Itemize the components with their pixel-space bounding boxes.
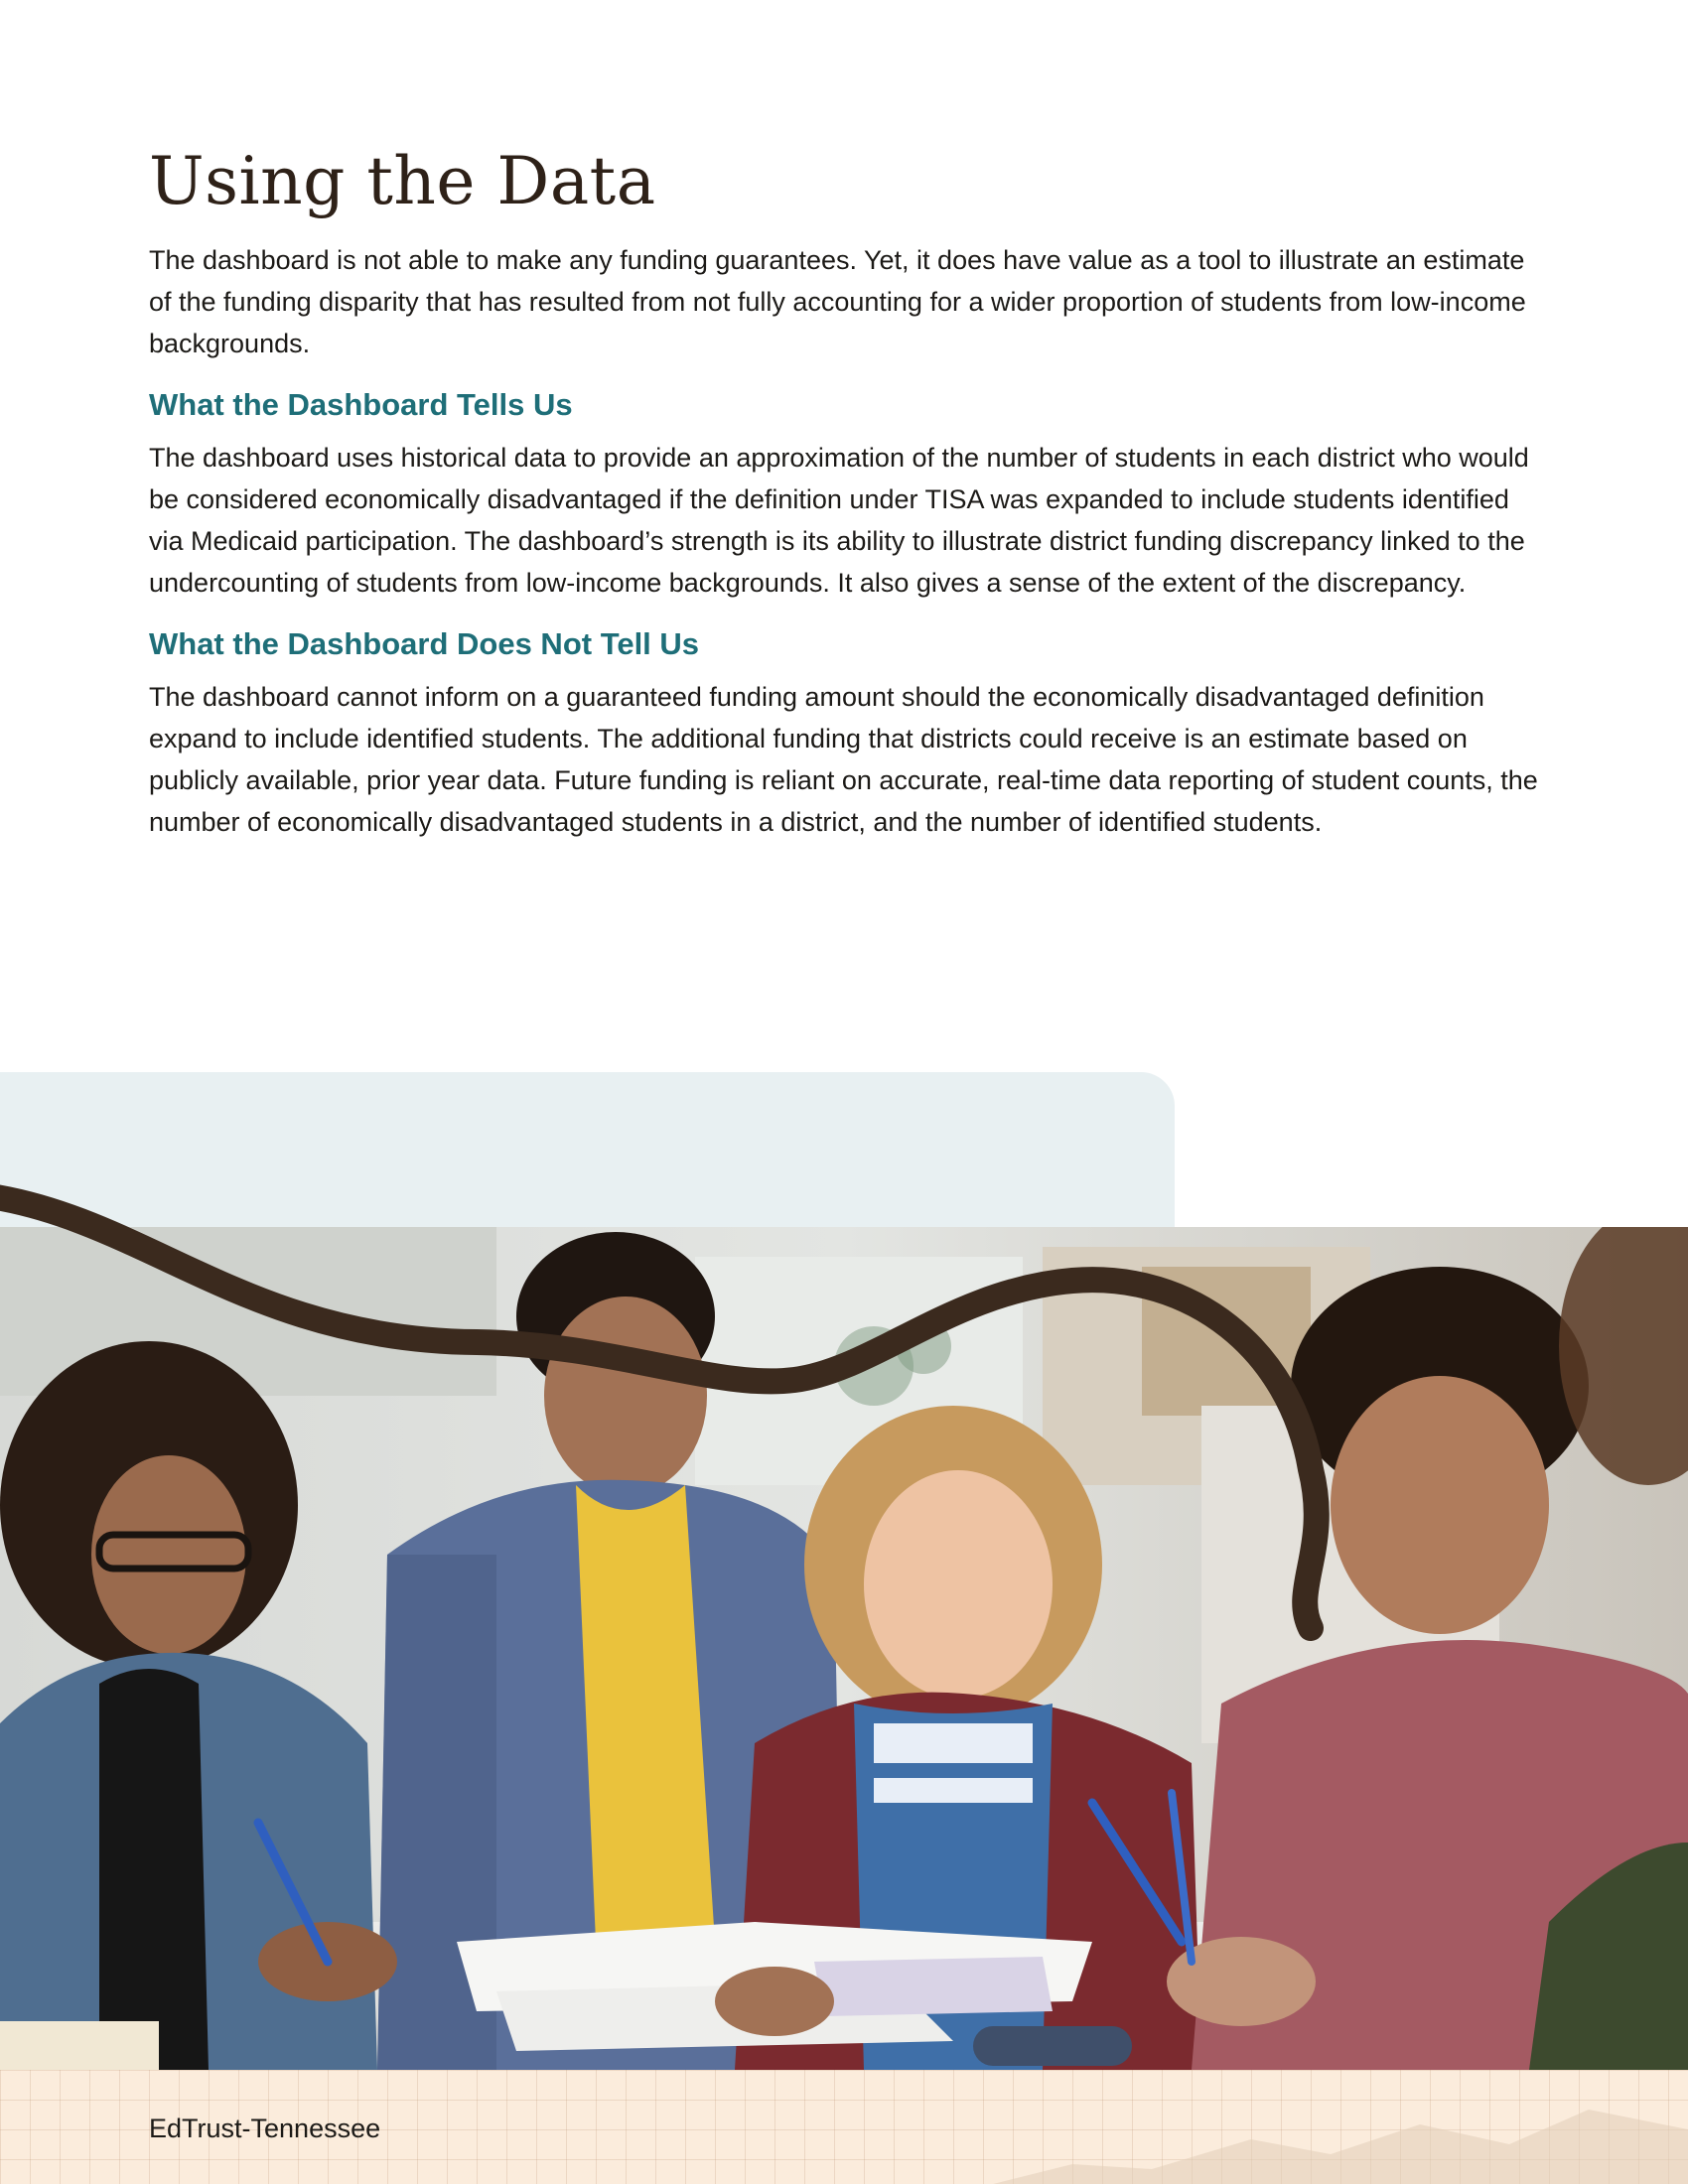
section-body-tells-us: The dashboard uses historical data to provide an approximation of the number of students in each district who would be considered economically disadvantaged if the definition under TISA was expanded to include students identified via Medicaid participation. The dashboard’s strength is its ability to illustrate district funding discrepancy linked to the undercounting of students from low-income backgrounds. It also gives a sense of the extent of the discrepancy. [149,443,1529,599]
photo-section [0,1072,1688,2070]
intro-paragraph: The dashboard is not able to make any funding guarantees. Yet, it does have value as a tool to illustrate an estimate of the funding disparity that has resulted from not fully accounting for a wider proportion of students from low-income backgrounds. [149,244,1526,358]
section-heading-does-not-tell-us: What the Dashboard Does Not Tell Us [149,626,700,662]
decorative-swoosh [0,1072,1688,2070]
section-heading-tells-us: What the Dashboard Tells Us [149,386,573,422]
section-body-does-not-tell-us: The dashboard cannot inform on a guaranteed funding amount should the economically disadvantaged definition expand to include identified students. The additional funding that districts could receive is an estimate based on publicly available, prior year data. Future funding is reliant on accurate, real-time data reporting of student counts, the number of economically disadvantaged students in a district, and the number of identified students. [149,682,1538,838]
footer [0,2070,1688,2184]
main-content [149,144,1539,859]
mountain-texture [993,2070,1688,2184]
page-title: Using the Data [149,143,656,219]
footer-org-name: EdTrust-Tennessee [149,2114,381,2143]
